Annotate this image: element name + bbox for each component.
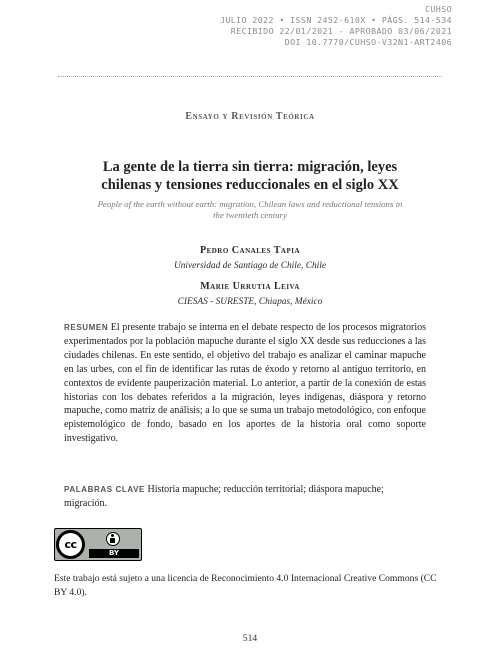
title-line: chilenas y tensiones reduccionales en el siglo XX	[101, 177, 399, 193]
subtitle-line: People of the earth without earth: migration, Chilean laws and reductional tensions in	[97, 199, 403, 209]
author-affiliation: CIESAS - SURESTE, Chiapas, México	[177, 297, 323, 307]
doi-link[interactable]: DOI 10.7770/CUHSO-V32N1-ART2406	[284, 37, 452, 47]
title-line: La gente de la tierra sin tierra: migración, leyes	[102, 159, 398, 175]
author-affiliation: Universidad de Santiago de Chile, Chile	[173, 261, 327, 271]
by-label: BY	[89, 549, 139, 558]
license-statement: Este trabajo está sujeto a una licencia de Reconocimiento 4.0 Internacional Creative Commons (CC BY 4.0).	[54, 573, 437, 598]
author-name: Pedro Canales Tapia	[199, 245, 301, 256]
header-divider	[58, 76, 442, 77]
section-heading: Ensayo y Revisión Teórica	[185, 111, 315, 122]
keywords-text: Historia mapuche; reducción territorial; diáspora mapuche; migración.	[64, 484, 384, 509]
article-title	[60, 158, 440, 194]
attribution-person-icon	[106, 532, 120, 546]
abstract-label: RESUMEN	[64, 323, 109, 332]
dates-line: RECIBIDO 22/01/2021 - APROBADO 03/06/2021	[230, 26, 452, 36]
abstract	[64, 321, 426, 446]
creative-commons-icon: cc	[56, 530, 85, 559]
subtitle-line: the twentieth century	[213, 210, 287, 220]
keywords-label: PALABRAS CLAVE	[64, 485, 145, 494]
english-title	[58, 199, 442, 221]
keywords	[64, 483, 426, 511]
issue-line: JULIO 2022 • ISSN 2452-610X • PÁGS. 514-534	[220, 15, 452, 25]
journal-header	[220, 4, 452, 48]
journal-name: CUHSO	[425, 4, 452, 14]
abstract-text: El presente trabajo se interna en el debate respecto de los procesos migratorios experimentados por la población mapuche durante el siglo XX desde sus reducciones a las ciudades chilenas. En este sentido, el objetivo del trabajo es analizar el caminar mapuche en las urbes, con el fin de identificar las rutas de éxodo y retorno al antiguo territorio, en contextos de evidente pauperización material. Lo anterior, a partir de la conexión de estas historias con los debates referidos a la migración, leyes indígenas, diáspora y retorno mapuche, como matriz de análisis; a lo que se suma un trabajo metodológico, con enfoque epistemológico de fondo, basado en los aportes de la historia oral como soporte investigativo.	[64, 322, 427, 445]
author-name: Marie Urrutia Leiva	[200, 281, 300, 292]
cc-by-license-badge[interactable]	[54, 528, 142, 561]
page-number: 514	[242, 633, 258, 644]
